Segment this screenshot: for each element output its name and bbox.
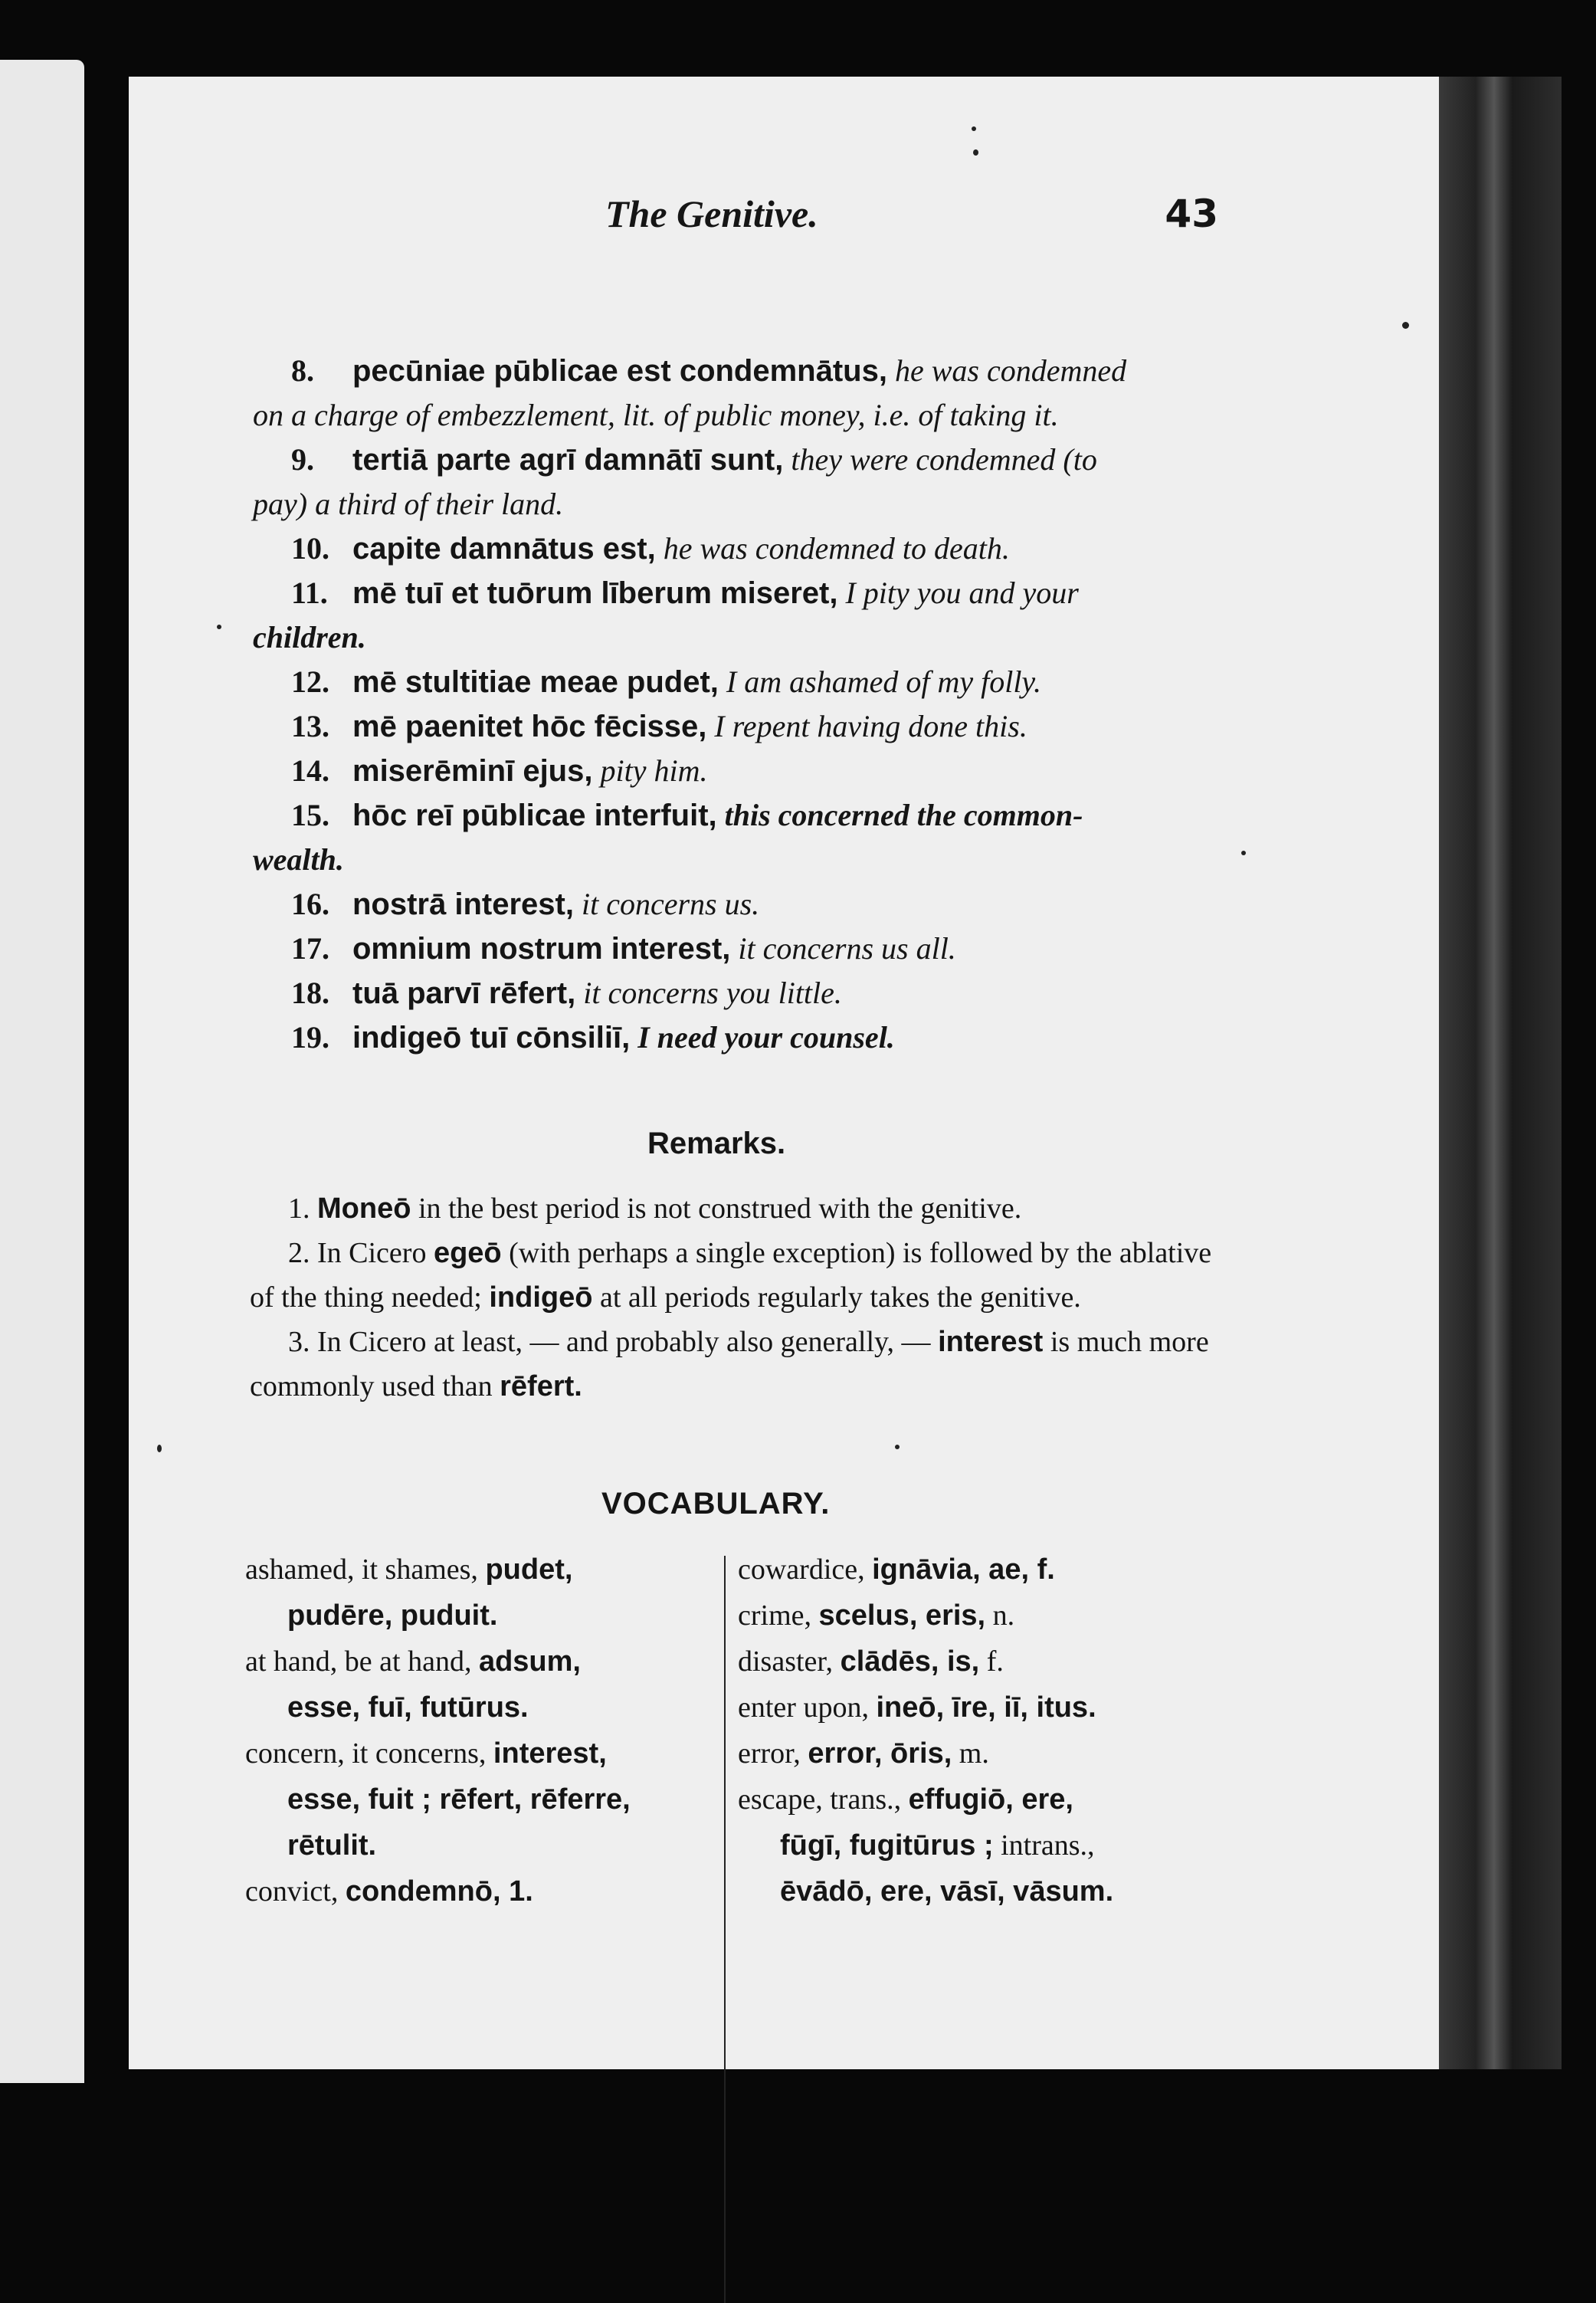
example-item: 18. tuā parvī rēfert, it concerns you little.	[291, 976, 842, 1010]
print-speck	[895, 1445, 900, 1449]
book-spine	[1439, 77, 1562, 2069]
example-item: 13. mē paenitet hōc fēcisse, I repent having done this.	[291, 709, 1027, 743]
remarks-heading: Remarks.	[647, 1127, 786, 1160]
example-continuation: on a charge of embezzlement, lit. of public money, i.e. of taking it.	[253, 398, 1059, 432]
vocab-entry: crime, scelus, eris, n.	[738, 1599, 1015, 1632]
page-header	[130, 192, 1218, 253]
example-item: 8. pecūniae pūblicae est condemnātus, he was condemned	[291, 353, 1127, 388]
running-title: The Genitive.	[605, 192, 818, 235]
example-item: 15. hōc reī pūblicae interfuit, this concerned the common-	[291, 798, 1083, 832]
vocab-entry: ashamed, it shames, pudet,	[245, 1553, 573, 1586]
remark-item: 2. In Cicero egeō (with perhaps a single exception) is followed by the ablative of the thing needed; indigeō at all periods regularly takes the genitive.	[250, 1237, 1212, 1314]
vocab-entry: cowardice, ignāvia, ae, f.	[738, 1553, 1055, 1586]
vocab-entry: disaster, clādēs, is, f.	[738, 1645, 1004, 1678]
example-item: 16. nostrā interest, it concerns us.	[291, 887, 760, 921]
vocabulary-right-column	[738, 1547, 1213, 1914]
example-item: 14. miserēminī ejus, pity him.	[291, 753, 708, 788]
print-speck	[157, 1445, 162, 1452]
print-speck	[972, 126, 976, 131]
vocab-entry-continuation: esse, fuī, futūrus.	[287, 1691, 529, 1724]
vocab-entry: at hand, be at hand, adsum,	[245, 1645, 581, 1678]
example-item: 12. mē stultitiae meae pudet, I am ashamed of my folly.	[291, 664, 1041, 699]
example-continuation: pay) a third of their land.	[253, 487, 564, 521]
vocab-entry-continuation: rētulit.	[287, 1829, 377, 1862]
example-continuation: children.	[253, 620, 366, 654]
vocab-entry-continuation: esse, fuit ; rēfert, rēferre,	[287, 1783, 631, 1816]
vocab-entry: concern, it concerns, interest,	[245, 1737, 607, 1770]
remarks-section	[250, 1186, 1215, 1409]
example-item: 17. omnium nostrum interest, it concerns us all.	[291, 931, 956, 966]
example-item: 19. indigeō tuī cōnsiliī, I need your counsel.	[291, 1020, 895, 1055]
vocab-entry: convict, condemnō, 1.	[245, 1875, 533, 1908]
page-number: 43	[1165, 192, 1218, 236]
vocabulary-heading: VOCABULARY.	[601, 1487, 831, 1521]
vocabulary-left-column	[245, 1547, 720, 1914]
remark-item: 1. Moneō in the best period is not construed with the genitive.	[288, 1193, 1022, 1225]
column-divider	[724, 1556, 726, 2303]
vocab-entry: enter upon, ineō, īre, iī, itus.	[738, 1691, 1096, 1724]
example-continuation: wealth.	[253, 842, 344, 877]
print-speck	[217, 625, 221, 629]
examples-list	[253, 349, 1214, 1060]
vocab-entry: escape, trans., effugiō, ere,	[738, 1783, 1073, 1816]
example-item: 11. mē tuī et tuōrum līberum miseret, I pity you and your	[291, 576, 1079, 610]
print-speck	[973, 149, 978, 156]
vocab-entry: error, error, ōris, m.	[738, 1737, 989, 1770]
print-speck	[1402, 322, 1409, 329]
example-item: 9. tertiā parte agrī damnātī sunt, they were condemned (to	[291, 442, 1097, 477]
print-speck	[1241, 851, 1246, 855]
vocab-entry-continuation: ēvādō, ere, vāsī, vāsum.	[780, 1875, 1114, 1908]
vocab-entry-continuation: fūgī, fugitūrus ; intrans.,	[780, 1829, 1095, 1862]
vocab-entry-continuation: pudēre, puduit.	[287, 1599, 498, 1632]
previous-page-edge	[0, 60, 84, 2083]
example-item: 10. capite damnātus est, he was condemned to death.	[291, 531, 1010, 566]
remark-item: 3. In Cicero at least, — and probably also generally, — interest is much more commonly used than rēfert.	[250, 1326, 1209, 1402]
